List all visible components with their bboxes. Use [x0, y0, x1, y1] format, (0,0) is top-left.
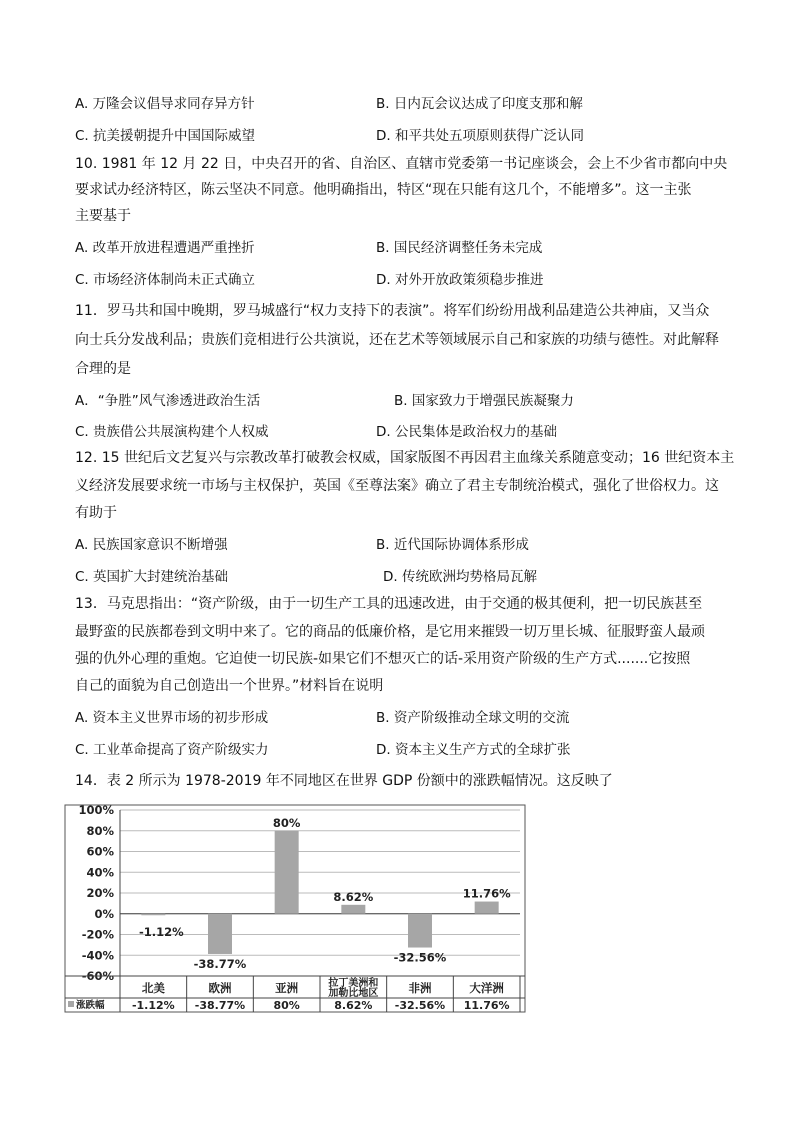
q11-option-a: A．“争胜”风气渗透进政治生活 — [75, 393, 261, 409]
bar-value-label: 8.62% — [333, 889, 374, 904]
q9-option-b: B. 日内瓦会议达成了印度支那和解 — [376, 96, 583, 112]
q11-option-b: B. 国家致力于增强民族凝聚力 — [394, 393, 574, 409]
q10-option-c: C. 市场经济体制尚未正式确立 — [75, 272, 256, 288]
q13-option-d: D. 资本主义生产方式的全球扩张 — [376, 742, 571, 758]
bar — [208, 914, 232, 954]
category-label: 亚洲 — [275, 981, 299, 995]
q13-option-a: A. 资本主义世界市场的初步形成 — [75, 710, 269, 726]
q12-option-d: D. 传统欧洲均势格局瓦解 — [383, 569, 537, 585]
bar — [475, 902, 499, 914]
y-tick-label: -60% — [81, 969, 114, 983]
q13-option-c: C. 工业革命提高了资产阶级实力 — [75, 742, 269, 758]
q11-option-d: D. 公民集体是政治权力的基础 — [376, 424, 557, 440]
table-value-cell: -32.56% — [394, 999, 446, 1012]
q10-stem-line-3: 主要基于 — [75, 208, 131, 224]
bar — [408, 914, 432, 948]
table-value-cell: 8.62% — [334, 999, 373, 1012]
q12-option-c: C. 英国扩大封建统治基础 — [75, 569, 229, 585]
bar-value-label: -32.56% — [393, 950, 447, 965]
q9-option-d: D. 和平共处五项原则获得广泛认同 — [376, 128, 584, 144]
table-value-cell: 11.76% — [463, 999, 510, 1012]
q11-option-c: C. 贵族借公共展演构建个人权威 — [75, 424, 269, 440]
y-tick-label: 40% — [86, 865, 114, 880]
table-value-cell: 80% — [273, 999, 300, 1012]
q13-stem-line-4: 自己的面貌为自己创造出一个世界。”材料旨在说明 — [75, 678, 384, 694]
bar-value-label: 11.76% — [462, 886, 511, 901]
bar-value-label: -38.77% — [193, 956, 247, 971]
category-label: 非洲 — [408, 981, 432, 995]
q10-stem-line-1: 10. 1981 年 12 月 22 日，中央召开的省、自治区、直辖市党委第一书记座谈会，会上不少省市都向中央 — [75, 156, 728, 172]
q13-stem-line-2: 最野蛮的民族都卷到文明中来了。它的商品的低廉价格，是它用来摧毁一切万里长城、征服野蛮人最顽 — [75, 624, 705, 640]
legend-label: 涨跌幅 — [76, 1000, 105, 1011]
q11-stem-line-2: 向士兵分发战利品；贵族们竞相进行公共演说，还在艺术等领域展示自己和家族的功绩与德性。对此解释 — [75, 332, 719, 348]
y-tick-label: 20% — [86, 886, 114, 900]
q13-stem-line-3: 强的仇外心理的重炮。它迫使一切民族-如果它们不想灭亡的话-采用资产阶级的生产方式.......它按照 — [75, 651, 691, 667]
bar-value-label: 80% — [272, 815, 301, 830]
legend-swatch — [68, 1001, 74, 1007]
q10-option-a: A. 改革开放进程遭遇严重挫折 — [75, 240, 255, 256]
q14-stem: 14．表 2 所示为 1978-2019 年不同地区在世界 GDP 份额中的涨跌幅情况。这反映了 — [75, 773, 613, 789]
y-tick-label: 60% — [86, 844, 114, 859]
y-tick-label: 100% — [78, 804, 114, 817]
q10-option-b: B. 国民经济调整任务未完成 — [376, 240, 543, 256]
bar-value-label: -1.12% — [138, 924, 184, 939]
y-tick-label: 80% — [86, 823, 114, 838]
q9-option-a: A. 万隆会议倡导求同存异方针 — [75, 96, 255, 112]
q11-stem-line-3: 合理的是 — [75, 361, 131, 377]
q12-option-a: A. 民族国家意识不断增强 — [75, 537, 228, 553]
q9-option-c: C. 抗美援朝提升中国国际威望 — [75, 128, 256, 144]
gdp-share-bar-chart — [64, 804, 526, 1016]
bar — [275, 831, 299, 914]
category-label: 欧洲 — [208, 981, 232, 995]
table-value-cell: -1.12% — [131, 999, 175, 1012]
q12-stem-line-1: 12. 15 世纪后文艺复兴与宗教改革打破教会权威，国家版图不再因君主血缘关系随意变动；16 世纪资本主 — [75, 450, 735, 466]
q12-option-b: B. 近代国际协调体系形成 — [376, 537, 529, 553]
q10-stem-line-2: 要求试办经济特区，陈云坚决不同意。他明确指出，特区“现在只能有这几个，不能增多”。这一主张 — [75, 182, 692, 198]
table-value-cell: -38.77% — [194, 999, 246, 1012]
q13-stem-line-1: 13．马克思指出：“资产阶级，由于一切生产工具的迅速改进，由于交通的极其便利，把一切民族甚至 — [75, 596, 703, 612]
y-tick-label: -40% — [81, 948, 114, 963]
category-label: 拉丁美洲和 — [328, 978, 379, 989]
category-label: 北美 — [141, 981, 165, 995]
category-label: 加勒比地区 — [328, 988, 379, 999]
q13-option-b: B. 资产阶级推动全球文明的交流 — [376, 710, 570, 726]
bar — [141, 914, 165, 916]
bar — [341, 905, 365, 914]
y-tick-label: -20% — [81, 927, 114, 942]
y-tick-label: 0% — [94, 906, 114, 921]
q11-stem-line-1: 11．罗马共和国中晚期，罗马城盛行“权力支持下的表演”。将军们纷纷用战利品建造公共神庙，又当众 — [75, 303, 710, 319]
q12-stem-line-3: 有助于 — [75, 505, 117, 521]
q10-option-d: D. 对外开放政策须稳步推进 — [376, 272, 544, 288]
category-label: 大洋洲 — [469, 981, 504, 995]
q12-stem-line-2: 义经济发展要求统一市场与主权保护，英国《至尊法案》确立了君主专制统治模式，强化了世俗权力。这 — [75, 478, 719, 494]
